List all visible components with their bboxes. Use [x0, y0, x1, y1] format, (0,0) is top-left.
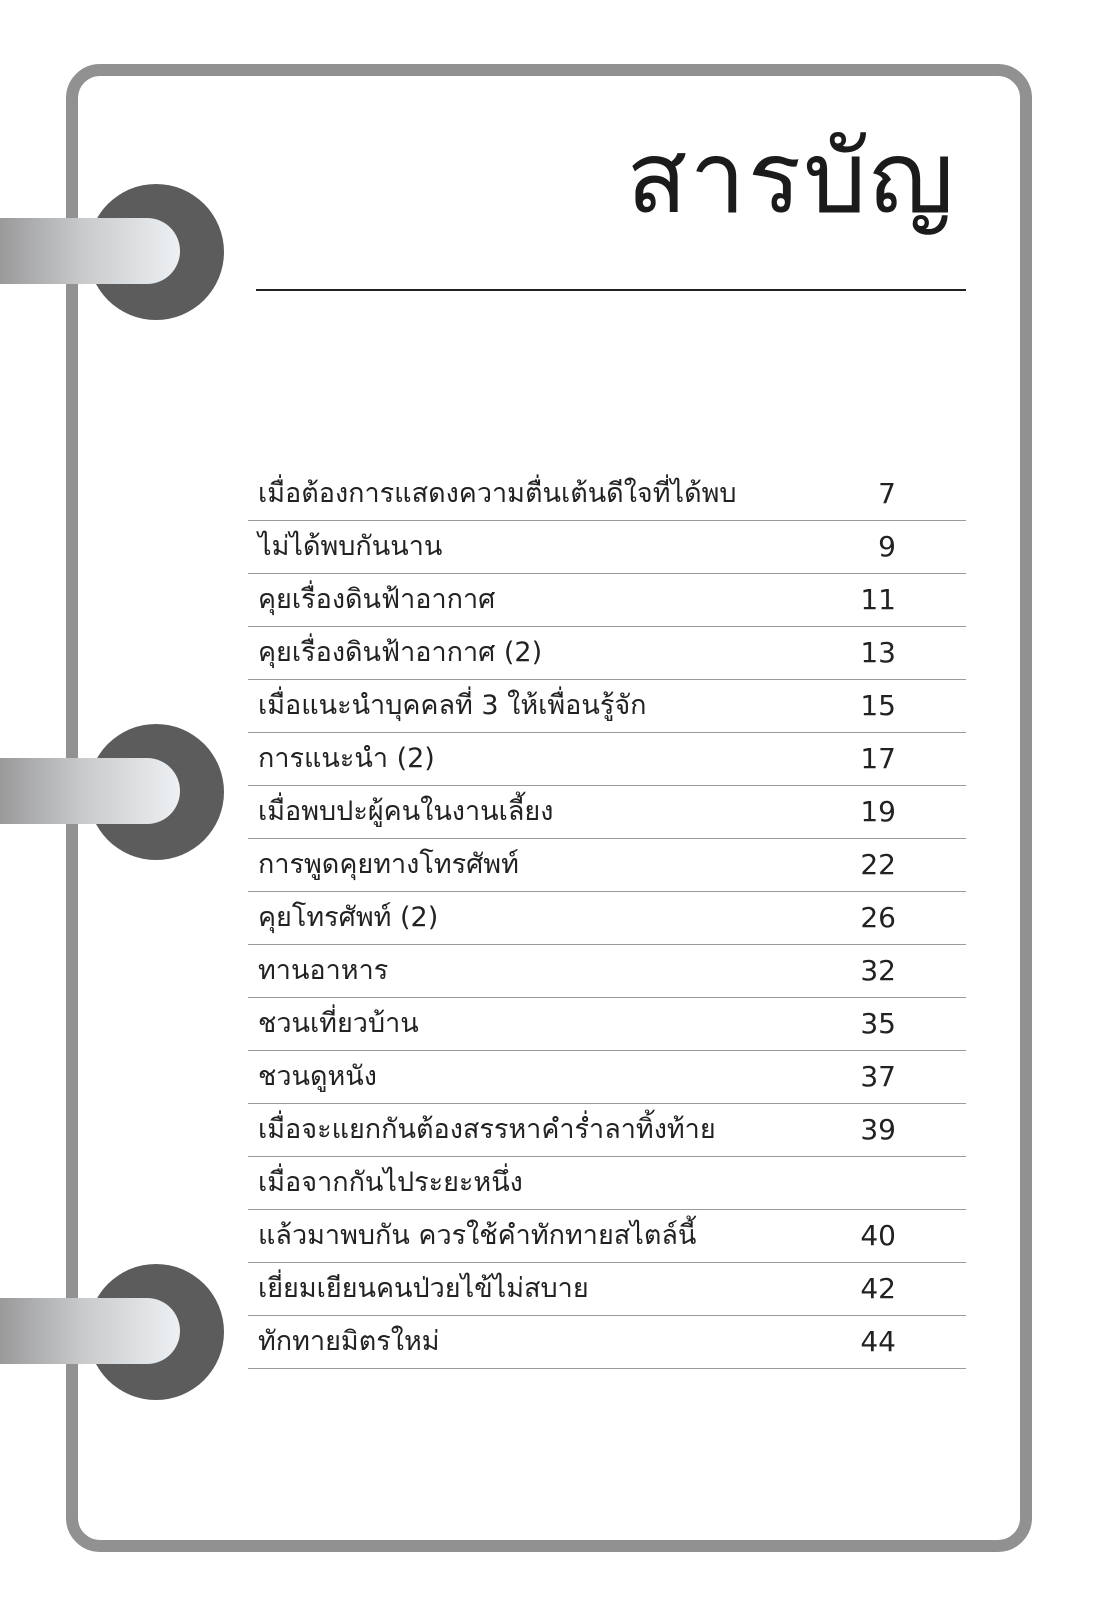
toc-entry[interactable]	[248, 1051, 966, 1104]
page-title: สารบัญ	[626, 119, 956, 236]
toc-entry-page: 17	[860, 742, 896, 775]
toc-entry[interactable]	[248, 733, 966, 786]
toc-entry-title: ทักทายมิตรใหม่	[258, 1326, 440, 1357]
toc-entry-page: 39	[860, 1113, 896, 1146]
table-of-contents	[248, 468, 966, 1369]
title-divider	[256, 289, 966, 291]
toc-entry-title: การแนะนำ (2)	[258, 743, 435, 774]
toc-entry-page: 11	[860, 583, 896, 616]
toc-entry[interactable]	[248, 892, 966, 945]
toc-entry-page: 40	[860, 1219, 896, 1252]
toc-entry-page: 37	[860, 1060, 896, 1093]
toc-entry-page: 9	[878, 530, 896, 563]
toc-entry-title: ทานอาหาร	[258, 955, 389, 986]
toc-entry-title: เมื่อพบปะผู้คนในงานเลี้ยง	[258, 796, 554, 827]
toc-entry-title: แล้วมาพบกัน ควรใช้คำทักทายสไตล์นี้	[258, 1220, 697, 1251]
binder-ring-tab	[0, 758, 180, 824]
toc-entry[interactable]	[248, 1157, 966, 1210]
toc-entry[interactable]	[248, 574, 966, 627]
binder-ring-tab	[0, 1298, 180, 1364]
toc-entry[interactable]	[248, 1210, 966, 1263]
toc-entry-page: 7	[878, 477, 896, 510]
toc-entry[interactable]	[248, 1316, 966, 1369]
toc-entry-title: เมื่อจะแยกกันต้องสรรหาคำร่ำลาทิ้งท้าย	[258, 1114, 716, 1145]
toc-entry-page: 44	[860, 1325, 896, 1358]
toc-entry-page: 42	[860, 1272, 896, 1305]
binder-ring-bottom	[0, 1264, 220, 1400]
toc-entry[interactable]	[248, 945, 966, 998]
toc-entry-page: 13	[860, 636, 896, 669]
toc-entry-page: 26	[860, 901, 896, 934]
toc-entry[interactable]	[248, 1104, 966, 1157]
toc-entry-title: คุยเรื่องดินฟ้าอากาศ (2)	[258, 637, 543, 668]
binder-ring-middle	[0, 724, 220, 860]
toc-entry-title: ชวนดูหนัง	[258, 1061, 377, 1092]
toc-entry-title: ชวนเที่ยวบ้าน	[258, 1008, 419, 1039]
toc-entry-title: การพูดคุยทางโทรศัพท์	[258, 849, 519, 880]
toc-entry[interactable]	[248, 1263, 966, 1316]
toc-entry[interactable]	[248, 839, 966, 892]
toc-entry-title: คุยโทรศัพท์ (2)	[258, 902, 439, 933]
toc-entry-page: 32	[860, 954, 896, 987]
toc-entry[interactable]	[248, 680, 966, 733]
binder-ring-tab	[0, 218, 180, 284]
toc-entry-title: เมื่อต้องการแสดงความตื่นเต้นดีใจที่ได้พบ	[258, 478, 737, 509]
toc-entry-title: เยี่ยมเยียนคนป่วยไข้ไม่สบาย	[258, 1273, 589, 1304]
toc-entry-title: เมื่อแนะนำบุคคลที่ 3 ให้เพื่อนรู้จัก	[258, 690, 647, 721]
binder-ring-top	[0, 184, 220, 320]
toc-entry[interactable]	[248, 786, 966, 839]
toc-entry-page: 15	[860, 689, 896, 722]
toc-entry-title: ไม่ได้พบกันนาน	[258, 531, 443, 562]
toc-entry-title: คุยเรื่องดินฟ้าอากาศ	[258, 584, 496, 615]
toc-entry[interactable]	[248, 468, 966, 521]
toc-entry-page: 35	[860, 1007, 896, 1040]
toc-entry[interactable]	[248, 627, 966, 680]
toc-entry-title: เมื่อจากกันไประยะหนึ่ง	[258, 1167, 523, 1198]
toc-entry[interactable]	[248, 998, 966, 1051]
toc-entry[interactable]	[248, 521, 966, 574]
toc-entry-page: 22	[860, 848, 896, 881]
toc-entry-page: 19	[860, 795, 896, 828]
